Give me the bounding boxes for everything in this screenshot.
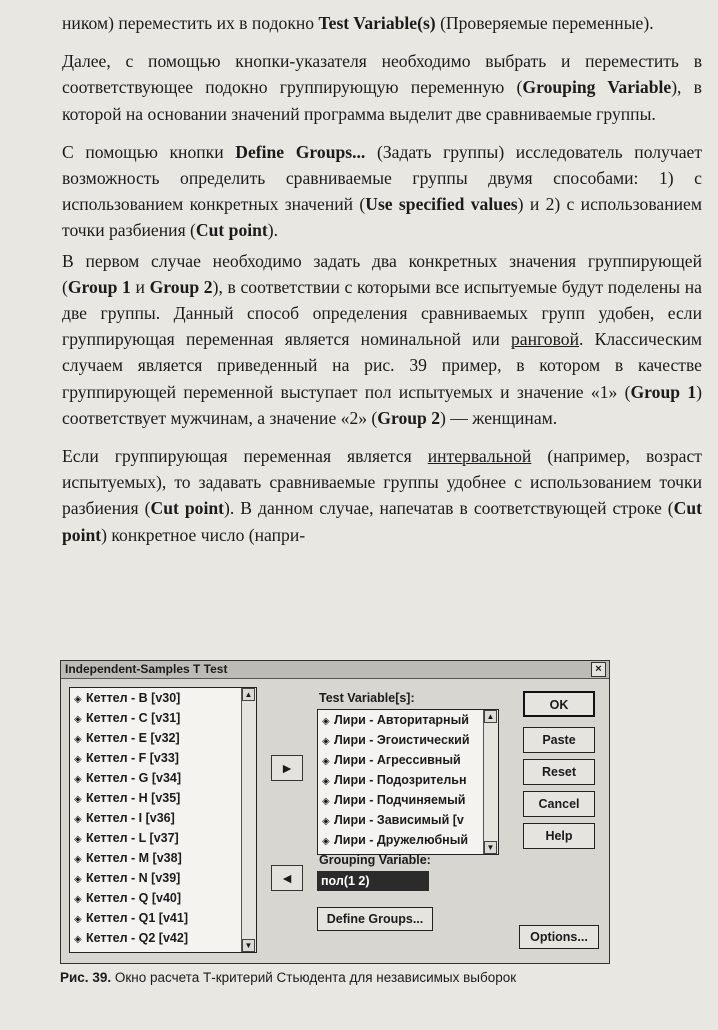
- variable-icon: ◈: [74, 934, 82, 945]
- p1-bold: Test Variable(s): [318, 13, 436, 33]
- variable-icon: ◈: [74, 914, 82, 925]
- scroll-up-icon[interactable]: ▲: [242, 688, 255, 701]
- p4-text-1: В первом случае необходимо задать два конкретных значения группирующей (: [62, 250, 702, 297]
- test-variable-list[interactable]: [317, 709, 499, 855]
- test-scrollbar[interactable]: [483, 710, 498, 854]
- test-variable-item[interactable]: [318, 770, 498, 790]
- p4-text-5: ) соответствует мужчинам, а значение «2» (: [62, 381, 702, 428]
- variable-icon: ◈: [322, 756, 330, 767]
- p3-text-3: ) и 2) с использованием точки разбиения (: [62, 194, 702, 241]
- paragraph-4: [62, 248, 702, 431]
- variable-icon: ◈: [322, 836, 330, 847]
- move-test-variable-button[interactable]: ►: [271, 755, 303, 781]
- paragraph-5: [62, 443, 702, 548]
- cancel-button[interactable]: Cancel: [523, 791, 595, 817]
- dialog-titlebar: [61, 661, 609, 679]
- variable-name: Лири - Дружелюбный: [334, 833, 469, 847]
- variable-name: Кеттел - H [v35]: [86, 791, 181, 805]
- variable-icon: ◈: [74, 794, 82, 805]
- variable-icon: ◈: [74, 854, 82, 865]
- p5-text-1: Если группирующая переменная является: [62, 446, 428, 467]
- p3-text: С помощью кнопки: [62, 141, 236, 162]
- help-button[interactable]: Help: [523, 823, 595, 849]
- paragraph-1: [62, 10, 702, 36]
- variable-name: Кеттел - L [v37]: [86, 831, 179, 845]
- variable-name: Лири - Подчиняемый: [334, 793, 466, 807]
- grouping-variable-field[interactable]: пол(1 2): [317, 871, 429, 891]
- variable-icon: ◈: [74, 774, 82, 785]
- variable-name: Кеттел - Q [v40]: [86, 891, 182, 905]
- p3-text-4: ).: [267, 220, 279, 241]
- source-scrollbar[interactable]: [241, 688, 256, 952]
- test-variables-label: Test Variable[s]:: [319, 691, 415, 705]
- source-variable-item[interactable]: [70, 748, 256, 768]
- variable-name: Лири - Зависимый [v: [334, 813, 464, 827]
- variable-icon: ◈: [74, 894, 82, 905]
- p5-text-2: (например, возраст испытуемых), то задавать сравниваемые группы удобнее с использованием точки разбиения (: [62, 446, 702, 519]
- p1-text: ником) переместить их в подокно: [62, 13, 319, 33]
- variable-icon: ◈: [322, 736, 330, 747]
- test-variable-item[interactable]: [318, 730, 498, 750]
- scroll-down-icon[interactable]: ▼: [484, 841, 497, 854]
- variable-name: Лири - Эгоистический: [334, 733, 470, 747]
- variable-name: Кеттел - E [v32]: [86, 731, 180, 745]
- p4-underlined: ранговой: [511, 329, 579, 350]
- p4-text-6: ) — женщинам.: [440, 407, 558, 428]
- p4-text-2: и: [130, 276, 150, 297]
- p5-bold-2: Cut point: [62, 498, 702, 545]
- dialog-title: Independent-Samples T Test: [65, 662, 228, 676]
- scroll-up-icon[interactable]: ▲: [484, 710, 497, 723]
- source-variable-item[interactable]: [70, 788, 256, 808]
- variable-name: Кеттел - C [v31]: [86, 711, 181, 725]
- grouping-variable-label: Grouping Variable:: [319, 853, 431, 867]
- scroll-down-icon[interactable]: ▼: [242, 939, 255, 952]
- p4-bold-3: Group 1: [630, 381, 697, 402]
- source-variable-item[interactable]: [70, 728, 256, 748]
- variable-name: Кеттел - Q2 [v42]: [86, 931, 188, 945]
- caption-text: Окно расчета Т-критерий Стьюдента для независимых выборок: [111, 970, 517, 985]
- p4-bold-4: Group 2: [377, 407, 441, 428]
- variable-name: Кеттел - G [v34]: [86, 771, 182, 785]
- variable-icon: ◈: [74, 814, 82, 825]
- t-test-dialog: [60, 660, 610, 964]
- define-groups-button[interactable]: Define Groups...: [317, 907, 433, 931]
- options-button[interactable]: Options...: [519, 925, 599, 949]
- source-variable-item[interactable]: [70, 808, 256, 828]
- source-variable-item[interactable]: [70, 908, 256, 928]
- variable-icon: ◈: [74, 874, 82, 885]
- test-variable-item[interactable]: [318, 710, 498, 730]
- paragraph-3: [62, 139, 702, 244]
- source-variable-item[interactable]: [70, 928, 256, 948]
- source-variable-item[interactable]: [70, 708, 256, 728]
- source-variable-item[interactable]: [70, 688, 256, 708]
- source-variable-item[interactable]: [70, 828, 256, 848]
- figure-caption: [60, 970, 680, 985]
- p5-text-3: ). В данном случае, напечатав в соответствующей строке (: [224, 498, 674, 519]
- variable-name: Кеттел - M [v38]: [86, 851, 182, 865]
- ok-button[interactable]: OK: [523, 691, 595, 717]
- paragraph-2: [62, 48, 702, 127]
- p2-bold: Grouping Variable: [522, 77, 672, 98]
- variable-name: Кеттел - F [v33]: [86, 751, 179, 765]
- p4-bold-1: Group 1: [67, 276, 131, 297]
- variable-name: Лири - Агрессивный: [334, 753, 461, 767]
- variable-name: Лири - Подозрительн: [334, 773, 467, 787]
- variable-icon: ◈: [74, 694, 82, 705]
- p5-bold-1: Cut point: [150, 498, 225, 519]
- variable-icon: ◈: [74, 754, 82, 765]
- source-variable-item[interactable]: [70, 888, 256, 908]
- test-variable-item[interactable]: [318, 750, 498, 770]
- test-variable-item[interactable]: [318, 790, 498, 810]
- p5-text-4: ) конкретное число (напри-: [101, 524, 306, 545]
- p3-bold-2: Use specified values: [365, 194, 518, 215]
- test-variable-item[interactable]: [318, 830, 498, 850]
- variable-icon: ◈: [322, 776, 330, 787]
- p4-bold-2: Group 2: [149, 276, 213, 297]
- p2-text-end: ), в которой на основании значений программа выделит две сравниваемые группы.: [62, 77, 702, 124]
- p3-text-2: (Задать группы) исследователь получает возможность определить сравниваемые группы двумя способами: 1) с использованием конкретных значений (: [62, 141, 703, 215]
- p5-underlined: интервальной: [427, 446, 532, 467]
- variable-icon: ◈: [74, 734, 82, 745]
- variable-name: Лири - Авторитарный: [334, 713, 469, 727]
- p1-text-end: (Проверяемые переменные).: [435, 13, 654, 33]
- test-variable-item[interactable]: [318, 810, 498, 830]
- variable-icon: ◈: [322, 716, 330, 727]
- variable-name: Кеттел - I [v36]: [86, 811, 175, 825]
- close-icon[interactable]: ×: [591, 662, 606, 677]
- caption-label: Рис. 39.: [60, 970, 112, 985]
- variable-icon: ◈: [74, 714, 82, 725]
- p3-bold-1: Define Groups...: [235, 141, 366, 162]
- source-variable-item[interactable]: [70, 768, 256, 788]
- source-variable-item[interactable]: [70, 848, 256, 868]
- p4-text-3: ), в соответствии с которыми все испытуемые будут поделены на две группы. Данный способ определения сравниваемых групп удобен, если группирующая переменная является номинальной или: [62, 276, 702, 350]
- variable-name: Кеттел - N [v39]: [86, 871, 181, 885]
- variable-icon: ◈: [74, 834, 82, 845]
- variable-icon: ◈: [322, 816, 330, 827]
- p4-text-4: . Классическим случаем является приведенный на рис. 39 пример, в котором в качестве группирующей переменной выступает пол испытуемых и значение «1» (: [62, 329, 702, 402]
- variable-icon: ◈: [322, 796, 330, 807]
- reset-button[interactable]: Reset: [523, 759, 595, 785]
- p2-text: Далее, с помощью кнопки-указателя необходимо выбрать и переместить в соответствующее подокно группирующую переменную (: [62, 51, 702, 98]
- body-text: [62, 10, 702, 560]
- p3-bold-3: Cut point: [195, 220, 268, 241]
- paste-button[interactable]: Paste: [523, 727, 595, 753]
- variable-name: Кеттел - B [v30]: [86, 691, 181, 705]
- source-variable-list[interactable]: [69, 687, 257, 953]
- source-variable-item[interactable]: [70, 868, 256, 888]
- variable-name: Кеттел - Q1 [v41]: [86, 911, 188, 925]
- move-grouping-variable-button[interactable]: ◄: [271, 865, 303, 891]
